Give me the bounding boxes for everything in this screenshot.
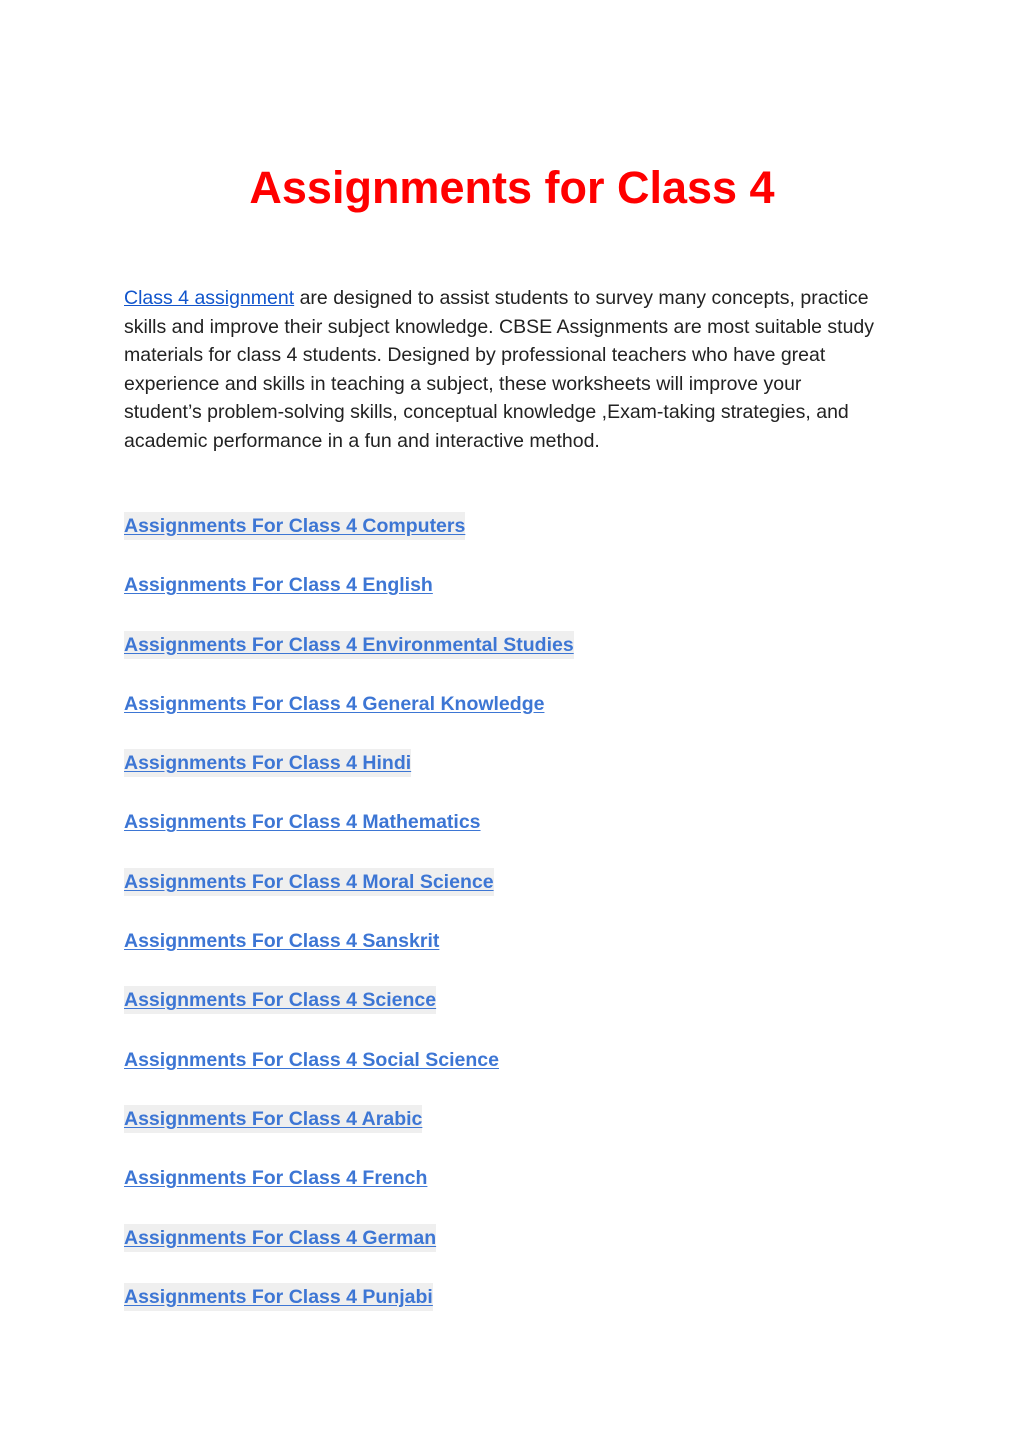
arabic-link[interactable]: Assignments For Class 4 Arabic: [124, 1105, 422, 1133]
punjabi-link[interactable]: Assignments For Class 4 Punjabi: [124, 1283, 433, 1311]
social-science-link[interactable]: Assignments For Class 4 Social Science: [124, 1048, 499, 1071]
list-item: [124, 1046, 574, 1105]
intro-text: are designed to assist students to survey many concepts, practice skills and improve their subject knowledge. CBSE Assignments are most suitable study materials for class 4 students. Designed by professional teachers who have great experience and skills in teaching a subject, these worksheets will improve your student’s problem-solving skills, conceptual knowledge ,Exam-taking strategies, and academic performance in a fun and interactive method.: [124, 287, 875, 452]
intro-paragraph: [124, 284, 884, 455]
list-item: [124, 690, 574, 749]
list-item: [124, 868, 574, 927]
list-item: [124, 1105, 574, 1164]
class-4-assignment-link[interactable]: Class 4 assignment: [124, 287, 295, 309]
mathematics-link[interactable]: Assignments For Class 4 Mathematics: [124, 811, 481, 834]
environmental-studies-link[interactable]: Assignments For Class 4 Environmental Studies: [124, 631, 574, 659]
hindi-link[interactable]: Assignments For Class 4 Hindi: [124, 749, 411, 777]
list-item: [124, 512, 574, 571]
list-item: [124, 927, 574, 986]
moral-science-link[interactable]: Assignments For Class 4 Moral Science: [124, 868, 494, 896]
list-item: [124, 1164, 574, 1223]
list-item: [124, 571, 574, 630]
english-link[interactable]: Assignments For Class 4 English: [124, 574, 433, 597]
page-title: Assignments for Class 4: [249, 162, 775, 213]
computers-link[interactable]: Assignments For Class 4 Computers: [124, 512, 465, 540]
german-link[interactable]: Assignments For Class 4 German: [124, 1224, 436, 1252]
list-item: [124, 1224, 574, 1283]
french-link[interactable]: Assignments For Class 4 French: [124, 1167, 428, 1190]
list-item: [124, 808, 574, 867]
list-item: [124, 631, 574, 690]
sanskrit-link[interactable]: Assignments For Class 4 Sanskrit: [124, 930, 440, 953]
science-link[interactable]: Assignments For Class 4 Science: [124, 986, 436, 1014]
list-item: [124, 986, 574, 1045]
list-item: [124, 749, 574, 808]
subject-links-list: [124, 512, 574, 1342]
list-item: [124, 1283, 574, 1342]
general-knowledge-link[interactable]: Assignments For Class 4 General Knowledge: [124, 692, 545, 715]
